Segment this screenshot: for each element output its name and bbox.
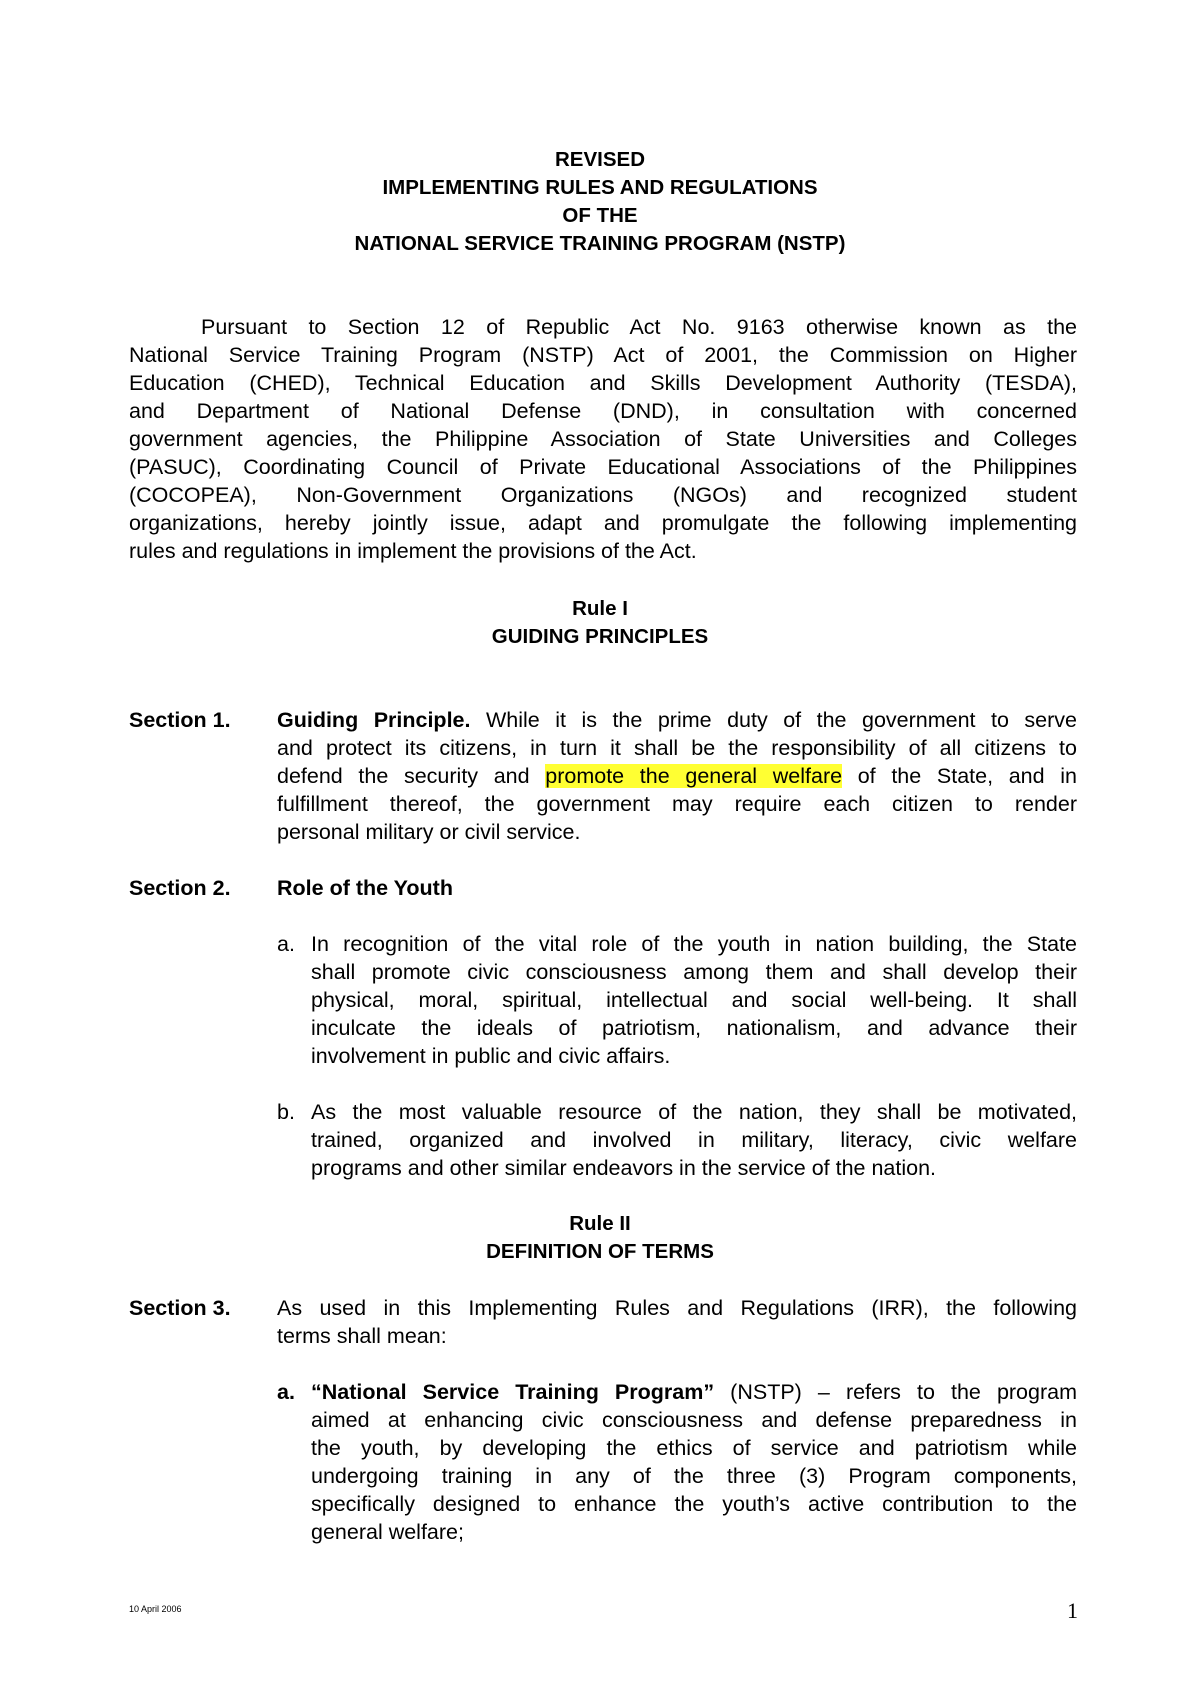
section-2-item-b — [311, 1098, 1077, 1182]
list-item-line: specifically designed to enhance the youth’s active contribution to the — [311, 1492, 1077, 1516]
preamble-paragraph — [129, 313, 1077, 565]
list-item-line: involvement in public and civic affairs. — [311, 1044, 671, 1068]
preamble-line: and Department of National Defense (DND), in consultation with concerned — [129, 399, 1077, 423]
list-item-line: aimed at enhancing civic consciousness and defense preparedness in — [311, 1408, 1077, 1432]
section-1-label: Section 1. — [129, 708, 231, 732]
rule-1-heading: GUIDING PRINCIPLES — [491, 625, 709, 648]
section-3-line: terms shall mean: — [277, 1324, 447, 1348]
list-item-line: physical, moral, spiritual, intellectual and social well-being. It shall — [311, 988, 1077, 1012]
list-item-line: inculcate the ideals of patriotism, nationalism, and advance their — [311, 1016, 1077, 1040]
section-1-text: While it is the prime duty of the government to serve — [470, 708, 1078, 732]
defined-term: “National Service Training Program” — [311, 1380, 715, 1404]
footer-date: 10 April 2006 — [129, 1604, 182, 1614]
section-2-title — [277, 874, 1077, 902]
page-number: 1 — [1067, 1598, 1078, 1623]
preamble-line: National Service Training Program (NSTP) Act of 2001, the Commission on Higher — [129, 343, 1077, 367]
preamble-line: government agencies, the Philippine Association of State Universities and Colleges — [129, 427, 1077, 451]
title-line-1: REVISED — [555, 148, 645, 171]
list-item-line: As the most valuable resource of the nation, they shall be motivated, — [311, 1100, 1077, 1124]
list-item-line: general welfare; — [311, 1520, 464, 1544]
list-item-line: shall promote civic consciousness among them and shall develop their — [311, 960, 1077, 984]
title-line-2: IMPLEMENTING RULES AND REGULATIONS — [382, 176, 818, 199]
section-1-line: personal military or civil service. — [277, 820, 581, 844]
section-1-title: Guiding Principle. — [277, 708, 471, 732]
document-title — [0, 146, 1200, 258]
title-line-3: OF THE — [562, 204, 638, 227]
list-item-line: undergoing training in any of the three (3) Program components, — [311, 1464, 1077, 1488]
section-2-label: Section 2. — [129, 876, 231, 900]
list-item-line: programs and other similar endeavors in the service of the nation. — [311, 1156, 937, 1180]
section-1-text: defend the security and — [277, 764, 546, 788]
preamble-line: organizations, hereby jointly issue, adapt and promulgate the following implementing — [129, 511, 1077, 535]
definition-text: (NSTP) – refers to the program — [714, 1380, 1077, 1404]
highlighted-text: promote the general welfare — [545, 764, 843, 788]
section-3-body — [277, 1294, 1077, 1350]
preamble-line: (COCOPEA), Non-Government Organizations (NGOs) and recognized student — [129, 483, 1077, 507]
section-3-item-a — [311, 1378, 1077, 1546]
list-marker: b. — [277, 1100, 295, 1124]
section-3-label: Section 3. — [129, 1296, 231, 1320]
section-1-body — [277, 706, 1077, 846]
section-1-text: of the State, and in — [842, 764, 1077, 788]
rule-2-heading: DEFINITION OF TERMS — [486, 1240, 714, 1263]
preamble-line: (PASUC), Coordinating Council of Private Educational Associations of the Philippines — [129, 455, 1077, 479]
list-item-line: In recognition of the vital role of the youth in nation building, the State — [311, 932, 1077, 956]
section-2-heading: Role of the Youth — [277, 876, 453, 900]
list-marker: a. — [277, 1380, 295, 1404]
preamble-line: rules and regulations in implement the provisions of the Act. — [129, 539, 697, 563]
rule-2-label: Rule II — [569, 1212, 631, 1235]
list-item-line: trained, organized and involved in military, literacy, civic welfare — [311, 1128, 1077, 1152]
preamble-line: Education (CHED), Technical Education and Skills Development Authority (TESDA), — [129, 371, 1077, 395]
list-marker: a. — [277, 932, 295, 956]
section-1-line: fulfillment thereof, the government may require each citizen to render — [277, 792, 1077, 816]
section-2-item-a — [311, 930, 1077, 1070]
list-item-line: the youth, by developing the ethics of service and patriotism while — [311, 1436, 1077, 1460]
section-1-line: and protect its citizens, in turn it shall be the responsibility of all citizens to — [277, 736, 1077, 760]
title-line-4: NATIONAL SERVICE TRAINING PROGRAM (NSTP) — [354, 232, 846, 255]
section-3-line: As used in this Implementing Rules and Regulations (IRR), the following — [277, 1296, 1077, 1320]
preamble-line: Pursuant to Section 12 of Republic Act No. 9163 otherwise known as the — [201, 315, 1077, 339]
rule-1-label: Rule I — [572, 597, 628, 620]
